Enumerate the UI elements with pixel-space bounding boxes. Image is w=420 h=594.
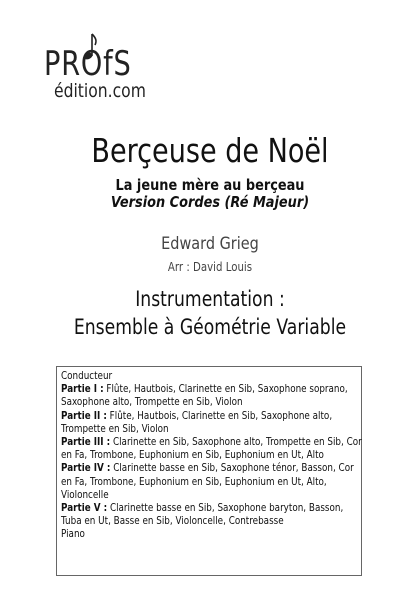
part-line: [61, 475, 357, 488]
part-line: [61, 382, 357, 395]
part-text: Clarinette basse en Sib, Saxophone ténor, Basson, Cor: [110, 461, 354, 475]
part-text: Conducteur: [61, 369, 113, 382]
part-line: [61, 461, 357, 474]
arranger-name: Arr : David Louis: [167, 260, 253, 274]
part-text: Tuba en Ut, Basse en Sib, Violoncelle, Contrebasse: [61, 514, 284, 528]
part-text: Flûte, Hautbois, Clarinette en Sib, Saxophone alto,: [106, 408, 333, 422]
part-line: [61, 409, 357, 422]
part-text: Piano: [61, 527, 85, 541]
part-label: Partie IV :: [61, 461, 111, 475]
publisher-logo[interactable]: [16, 18, 146, 102]
logo-brand: PROfS: [44, 44, 132, 84]
instrumentation-box: [56, 366, 362, 576]
part-text: Flûte, Hautbois, Clarinette en Sib, Saxophone soprano,: [103, 382, 348, 396]
ensemble-type: Ensemble à Géométrie Variable: [73, 315, 347, 339]
logo-site: édition.com: [54, 80, 146, 102]
part-line: [61, 488, 357, 501]
part-label: Partie III :: [61, 435, 111, 449]
part-text: Violoncelle: [61, 487, 109, 501]
part-line: [61, 514, 357, 527]
part-line: [61, 395, 357, 408]
part-line: [61, 435, 362, 449]
part-text: en Fa, Trombone, Euphonium en Sib, Euphonium en Ut, Alto: [61, 448, 324, 462]
instrumentation-heading: Instrumentation :: [135, 287, 285, 311]
part-line: [61, 369, 357, 382]
part-line: [61, 527, 357, 540]
part-text: en Fa, Trombone, Euphonium en Sib, Euphonium en Ut, Alto,: [61, 474, 327, 488]
page-title: Berçeuse de Noël: [91, 131, 329, 170]
part-text: Clarinette en Sib, Saxophone alto, Trompette en Sib, Cor: [110, 435, 362, 449]
part-text: Saxophone alto, Trompette en Sib, Violon: [61, 395, 243, 409]
part-line: [61, 422, 357, 435]
part-text: Trompette en Sib, Violon: [61, 421, 169, 435]
part-text: Clarinette basse en Sib, Saxophone baryton, Basson,: [107, 501, 344, 515]
subtitle: La jeune mère au berçeau: [115, 176, 305, 194]
part-label: Partie V :: [61, 501, 108, 515]
part-label: Partie I :: [61, 382, 104, 396]
part-line: [61, 448, 357, 461]
part-label: Partie II :: [61, 408, 107, 422]
composer-name: Edward Grieg: [161, 234, 259, 254]
version-label: Version Cordes (Ré Majeur): [110, 193, 310, 211]
part-line: [61, 501, 357, 514]
